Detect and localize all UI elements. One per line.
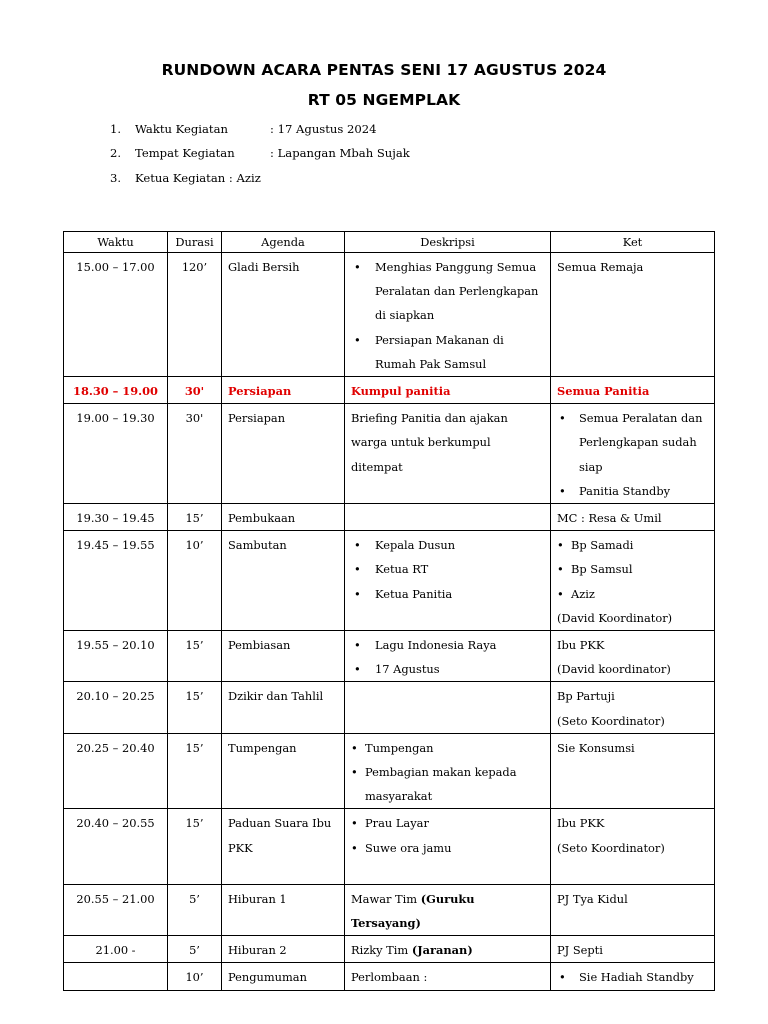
info-label: Tempat Kegiatan — [135, 146, 235, 160]
list-item: • Ketua RT — [351, 557, 544, 581]
cell-agenda: Pembukaan — [222, 504, 345, 531]
document-title: RUNDOWN ACARA PENTAS SENI 17 AGUSTUS 2024 — [161, 61, 607, 79]
header-durasi: Durasi — [168, 232, 222, 253]
ket-line: Bp Partuji — [557, 689, 615, 704]
ket-line: (Seto Koordinator) — [557, 840, 665, 855]
ket-list — [557, 533, 708, 606]
list-item: • Menghias Panggung Semua Peralatan dan Perlengkapan di siapkan — [351, 255, 544, 328]
table-row — [64, 809, 715, 884]
info-line-ketua — [110, 171, 261, 185]
cell-deskripsi — [345, 682, 551, 733]
cell-waktu: 20.25 – 20.40 — [64, 733, 168, 809]
cell-deskripsi — [345, 884, 551, 935]
cell-durasi: 120’ — [168, 253, 222, 377]
header-ket: Ket — [551, 232, 715, 253]
info-line-tempat — [110, 146, 410, 160]
ket-note: (David Koordinator) — [557, 610, 673, 625]
list-item: • Sie Hadiah Standby — [557, 965, 708, 989]
table-row — [64, 504, 715, 531]
cell-agenda: Hiburan 1 — [222, 884, 345, 935]
info-value: : Lapangan Mbah Sujak — [270, 146, 410, 160]
deskripsi-bold: (Guruku Tersayang) — [351, 891, 475, 931]
table-header-row — [64, 232, 715, 253]
info-value: : 17 Agustus 2024 — [270, 122, 377, 136]
table-row — [64, 531, 715, 631]
cell-durasi: 10’ — [168, 963, 222, 990]
deskripsi-text: Rizky Tim — [351, 943, 412, 958]
deskripsi-text: Mawar Tim — [351, 891, 421, 906]
table-row — [64, 884, 715, 935]
cell-ket: Semua Remaja — [551, 253, 715, 377]
cell-waktu — [64, 963, 168, 990]
cell-waktu: 19.55 – 20.10 — [64, 631, 168, 682]
table-row — [64, 404, 715, 504]
cell-deskripsi: Perlombaan : — [345, 963, 551, 990]
info-value: : Aziz — [228, 171, 261, 185]
cell-ket — [551, 404, 715, 504]
deskripsi-bold: (Jaranan) — [411, 943, 473, 958]
cell-deskripsi — [345, 809, 551, 884]
cell-ket — [551, 963, 715, 990]
ket-list — [557, 406, 708, 503]
header-agenda: Agenda — [222, 232, 345, 253]
cell-deskripsi: Briefing Panitia dan ajakan warga untuk berkumpul ditempat — [345, 404, 551, 504]
list-item: • Semua Peralatan dan Perlengkapan sudah siap — [557, 406, 708, 479]
cell-durasi: 15’ — [168, 809, 222, 884]
cell-agenda: Pembiasan — [222, 631, 345, 682]
cell-waktu: 19.45 – 19.55 — [64, 531, 168, 631]
table-row — [64, 253, 715, 377]
list-item: • Tumpengan — [351, 736, 544, 760]
info-label: Waktu Kegiatan — [135, 122, 228, 136]
cell-ket: Sie Konsumsi — [551, 733, 715, 809]
cell-deskripsi — [345, 253, 551, 377]
cell-ket: MC : Resa & Umil — [551, 504, 715, 531]
deskripsi-list — [351, 255, 544, 376]
cell-durasi: 30' — [168, 404, 222, 504]
cell-waktu: 19.00 – 19.30 — [64, 404, 168, 504]
table-row-highlight — [64, 377, 715, 404]
ket-line: (David koordinator) — [557, 662, 671, 677]
cell-durasi: 15’ — [168, 504, 222, 531]
list-item: • Panitia Standby — [557, 479, 708, 503]
cell-durasi: 15’ — [168, 682, 222, 733]
rundown-table — [63, 231, 715, 991]
cell-waktu: 20.10 – 20.25 — [64, 682, 168, 733]
cell-waktu: 21.00 - — [64, 936, 168, 963]
cell-agenda: Dzikir dan Tahlil — [222, 682, 345, 733]
cell-deskripsi — [345, 531, 551, 631]
list-item: • 17 Agustus — [351, 657, 544, 681]
cell-agenda: Gladi Bersih — [222, 253, 345, 377]
info-label: Ketua Kegiatan — [135, 171, 226, 185]
cell-waktu: 20.40 – 20.55 — [64, 809, 168, 884]
ket-line: Ibu PKK — [557, 638, 605, 653]
list-item: • Bp Samsul — [557, 557, 708, 581]
info-number: 3. — [110, 171, 122, 185]
cell-waktu: 18.30 – 19.00 — [64, 377, 168, 404]
table-row — [64, 963, 715, 990]
cell-ket — [551, 809, 715, 884]
cell-agenda: Pengumuman — [222, 963, 345, 990]
cell-durasi: 5’ — [168, 884, 222, 935]
document-subtitle: RT 05 NGEMPLAK — [307, 91, 461, 109]
cell-deskripsi — [345, 936, 551, 963]
table-row — [64, 631, 715, 682]
list-item: • Aziz — [557, 582, 708, 606]
table-row — [64, 682, 715, 733]
cell-agenda: Paduan Suara Ibu PKK — [222, 809, 345, 884]
cell-deskripsi: Kumpul panitia — [345, 377, 551, 404]
info-number: 1. — [110, 122, 122, 136]
deskripsi-list — [351, 533, 544, 606]
info-number: 2. — [110, 146, 122, 160]
deskripsi-list — [351, 811, 544, 859]
list-item: • Lagu Indonesia Raya — [351, 633, 544, 657]
cell-agenda: Hiburan 2 — [222, 936, 345, 963]
cell-deskripsi — [345, 631, 551, 682]
cell-ket — [551, 682, 715, 733]
cell-waktu: 15.00 – 17.00 — [64, 253, 168, 377]
list-item: • Pembagian makan kepada masyarakat — [351, 760, 544, 808]
cell-agenda: Sambutan — [222, 531, 345, 631]
header-waktu: Waktu — [64, 232, 168, 253]
deskripsi-list — [351, 736, 544, 809]
cell-ket: Semua Panitia — [551, 377, 715, 404]
cell-deskripsi — [345, 733, 551, 809]
list-item: • Suwe ora jamu — [351, 836, 544, 860]
cell-agenda: Persiapan — [222, 377, 345, 404]
header-deskripsi: Deskripsi — [345, 232, 551, 253]
ket-line: Ibu PKK — [557, 816, 605, 831]
cell-waktu: 20.55 – 21.00 — [64, 884, 168, 935]
cell-ket: PJ Septi — [551, 936, 715, 963]
info-line-waktu — [110, 122, 377, 136]
list-item: • Bp Samadi — [557, 533, 708, 557]
cell-durasi: 30' — [168, 377, 222, 404]
cell-ket — [551, 631, 715, 682]
cell-durasi: 5’ — [168, 936, 222, 963]
table-row — [64, 936, 715, 963]
cell-ket — [551, 531, 715, 631]
table-row — [64, 733, 715, 809]
cell-durasi: 15’ — [168, 733, 222, 809]
list-item: • Prau Layar — [351, 811, 544, 835]
ket-line: (Seto Koordinator) — [557, 713, 665, 728]
deskripsi-list — [351, 633, 544, 681]
ket-list — [557, 965, 708, 989]
cell-waktu: 19.30 – 19.45 — [64, 504, 168, 531]
cell-agenda: Tumpengan — [222, 733, 345, 809]
cell-agenda: Persiapan — [222, 404, 345, 504]
list-item: • Persiapan Makanan di Rumah Pak Samsul — [351, 328, 544, 376]
cell-ket: PJ Tya Kidul — [551, 884, 715, 935]
list-item: • Kepala Dusun — [351, 533, 544, 557]
cell-deskripsi — [345, 504, 551, 531]
list-item: • Ketua Panitia — [351, 582, 544, 606]
cell-durasi: 10’ — [168, 531, 222, 631]
cell-durasi: 15’ — [168, 631, 222, 682]
